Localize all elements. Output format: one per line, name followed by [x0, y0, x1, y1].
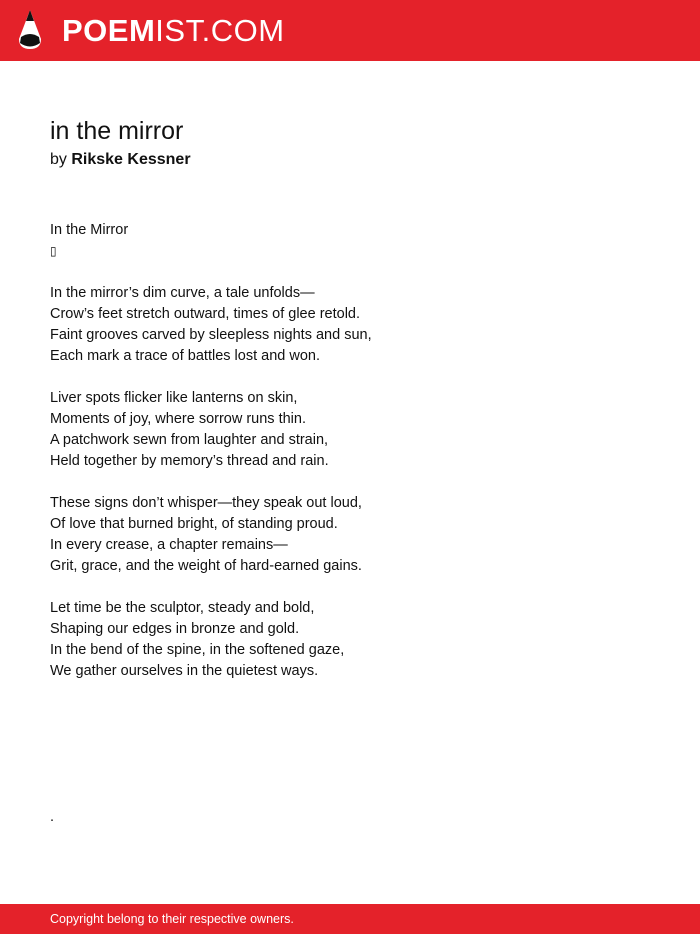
poem-line: We gather ourselves in the quietest ways.	[50, 663, 319, 679]
poem-line: In every crease, a chapter remains—	[50, 537, 288, 553]
poem-line: Let time be the sculptor, steady and bold,	[50, 600, 315, 616]
poem-line: Moments of joy, where sorrow runs thin.	[50, 411, 306, 427]
poem-content	[50, 113, 650, 682]
placeholder-glyph: ▯	[50, 244, 57, 258]
stanza-4	[50, 598, 650, 682]
stanza-gap	[50, 262, 650, 283]
poem-line: Faint grooves carved by sleepless nights and sun,	[50, 327, 372, 343]
poem-line: Each mark a trace of battles lost and won.	[50, 348, 320, 364]
site-footer	[0, 904, 700, 934]
site-logo[interactable]	[62, 11, 285, 51]
stanza-gap	[50, 367, 650, 388]
logo-bold-text: POEM	[62, 13, 156, 48]
stanza-2	[50, 388, 650, 472]
trailing-mark: .	[50, 809, 55, 825]
author-name: Rikske Kessner	[71, 151, 191, 168]
poem-line: Crow’s feet stretch outward, times of glee retold.	[50, 306, 361, 322]
poem-line: Held together by memory’s thread and rain.	[50, 453, 329, 469]
poem-line: In the mirror’s dim curve, a tale unfolds—	[50, 285, 315, 301]
stanza-1	[50, 283, 650, 367]
copyright-text: Copyright belong to their respective owners.	[50, 912, 294, 926]
byline	[50, 149, 650, 170]
poem-line: These signs don’t whisper—they speak out loud,	[50, 495, 362, 511]
poem-line: In the bend of the spine, in the softened gaze,	[50, 642, 345, 658]
logo-light-text: IST.COM	[155, 13, 285, 48]
poem-heading-line: In the Mirror	[50, 222, 129, 238]
poem-body	[50, 220, 650, 682]
stanza-3	[50, 493, 650, 577]
site-header	[0, 0, 700, 61]
poem-line: Liver spots flicker like lanterns on skin,	[50, 390, 298, 406]
by-label: by	[50, 151, 67, 168]
pencil-tip-icon[interactable]	[17, 9, 43, 51]
stanza-gap	[50, 577, 650, 598]
poem-line: A patchwork sewn from laughter and strain,	[50, 432, 329, 448]
poem-line: Shaping our edges in bronze and gold.	[50, 621, 300, 637]
poem-line: Grit, grace, and the weight of hard-earned gains.	[50, 558, 362, 574]
poem-line: Of love that burned bright, of standing proud.	[50, 516, 338, 532]
poem-title: in the mirror	[50, 117, 184, 145]
stanza-gap	[50, 472, 650, 493]
